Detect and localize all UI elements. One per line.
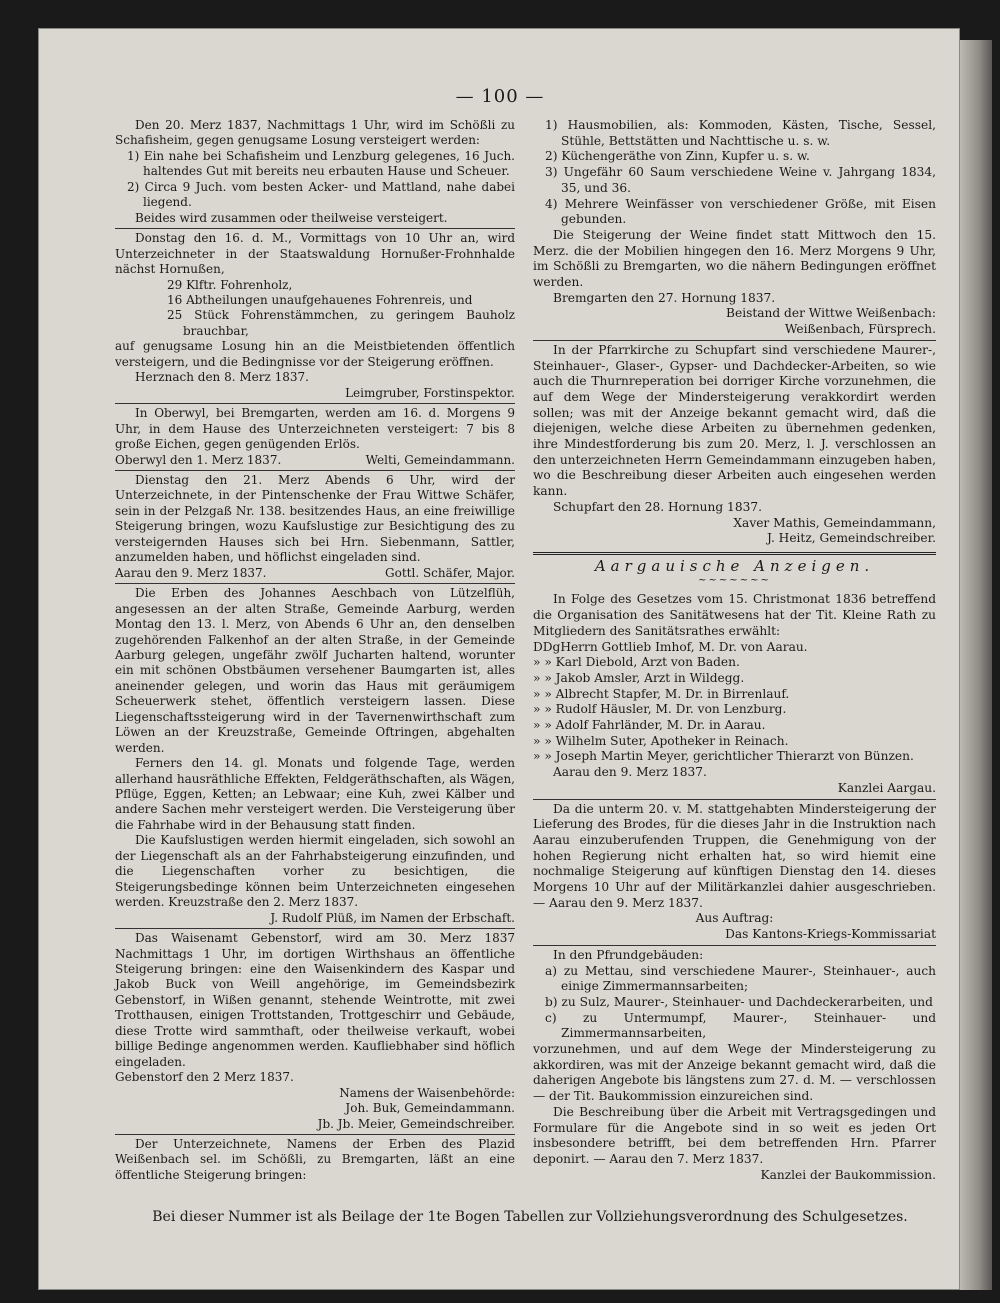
list-item: 1) Ein nahe bei Schafisheim und Lenzburg gelegenes, 16 Juch. haltendes Gut mit bereits neu erbauten Hause und Scheuer. bbox=[127, 148, 515, 179]
notice-signature: J. Rudolf Plüß, im Namen der Erbschaft. bbox=[270, 910, 515, 925]
notice-text: Ferners den 14. gl. Monats und folgende Tage, werden allerhand hausräthliche Effekten, Feldgeräthschaften, als Wägen, Pflüge, Eggen, Ketten; an Lebwaar; eine Kuh, zwei Kälber und andere Sachen mehr versteigert werden. Die Versteigerung über die Fahrhabe wird in der Behausung statt finden. bbox=[115, 756, 515, 832]
list-item: DDgHerrn Gottlieb Imhof, M. Dr. von Aarau. bbox=[533, 639, 808, 654]
notice-signature: Weißenbach, Fürsprech. bbox=[784, 322, 936, 337]
list-item: » » Wilhelm Suter, Apotheker in Reinach. bbox=[533, 733, 789, 748]
list-item: » » Albrecht Stapfer, M. Dr. in Birrenlauf. bbox=[533, 686, 790, 701]
notice-pfrund: In den Pfrundgebäuden: bbox=[553, 947, 704, 962]
list-item: » » Karl Diebold, Arzt von Baden. bbox=[533, 655, 740, 670]
notice-signature: Kanzlei Aargau. bbox=[837, 780, 936, 795]
notice-hornussen-items bbox=[155, 278, 515, 340]
notice-signature: Namens der Waisenbehörde: bbox=[339, 1085, 515, 1100]
divider bbox=[115, 228, 515, 229]
notice-text: Beides wird zusammen oder theilweise versteigert. bbox=[135, 210, 448, 225]
notice-schupfart: In der Pfarrkirche zu Schupfart sind verschiedene Maurer-, Steinhauer-, Glaser-, Gypser- und Dachdecker-Arbeiten, so wie auch die Thurnreperation bei dorriger Kirche vorzunehmen, die auf dem Wege der Mindersteigerung verakkordirt werden sollen; was mit der Anzeige bekannt gemacht wird, daß die diejenigen, welche diese Arbeiten zu übernehmen gedenken, ihre Mindestforderung bis zum 20. Merz, l. J. verschlossen an den unterzeichneten Herrn Gemeindammann einzugeben haben, wo die Beschreibung dieser Arbeiten auch eingesehen werden kann. bbox=[533, 342, 936, 499]
notice-signature: Gottl. Schäfer, Major. bbox=[385, 565, 515, 580]
notice-text: vorzunehmen, und auf dem Wege der Mindersteigerung zu akkordiren, was mit der Anzeige bekannt gemacht wird, daß die daherigen Angebote bis längstens zum 27. d. M. — verschlossen — der Tit. Baukommission einzureichen sind. bbox=[533, 1042, 936, 1104]
notice-place-date bbox=[115, 566, 515, 581]
divider bbox=[533, 945, 936, 946]
list-item: 1) Hausmobilien, als: Kommoden, Kästen, Tische, Sessel, Stühle, Bettstätten und Nachttische u. s. w. bbox=[545, 118, 936, 148]
list-item: 2) Küchengeräthe von Zinn, Kupfer u. s. w. bbox=[545, 149, 810, 164]
list-item: c) zu Untermumpf, Maurer-, Steinhauer- und Zimmermannsarbeiten, bbox=[545, 1010, 936, 1041]
notice-place-date: Schupfart den 28. Hornung 1837. bbox=[553, 499, 762, 514]
page-edge bbox=[960, 40, 992, 1290]
notice-text: Die Kaufslustigen werden hiermit eingeladen, sich sowohl an der Liegenschaft als an der Fahrhabsteigerung einzufinden, und die Liegenschaften vorher zu besichtigen, die Steigerungsbedinge können beim Unterzeichneten eingesehen werden. Kreuzstraße den 2. Merz 1837. bbox=[115, 833, 515, 910]
notice-signature: Kanzlei der Baukommission. bbox=[760, 1167, 936, 1182]
notice-gebenstorf: Das Waisenamt Gebenstorf, wird am 30. Merz 1837 Nachmittags 1 Uhr, im dortigen Wirthshaus an öffentliche Steigerung bringen: eine den Waisenkindern des Kaspar und Jakob Buck von Weill angehörige, im Gemeindsbezirk Gebenstorf, in Wißen genannt, stehende Weintrotte, mit zwei Trotthausen, einigen Trottstanden, Trottgeschirr und Gebäude, diese Trotte wird sammthaft, oder theilweise verkauft, wobei billige Bedinge angenommen werden. Kaufliebhaber sind höflich eingeladen. bbox=[115, 931, 515, 1069]
notice-text: Die Beschreibung über die Arbeit mit Vertragsgedingen und Formulare für die Angebote sind in so weit es jeden Ort insbesondere betrifft, bei dem betreffenden Hrn. Pfarrer deponirt. — Aarau den 7. Merz 1837. bbox=[533, 1104, 936, 1166]
notice-text: Die Steigerung der Weine findet statt Mittwoch den 15. Merz. die der Mobilien hingegen den 16. Merz Morgens 9 Uhr, im Schößli zu Bremgarten, wo die nähern Bedingungen eröffnet werden. bbox=[533, 227, 936, 290]
notice-schafisheim-items bbox=[115, 149, 515, 211]
member-list bbox=[533, 640, 936, 766]
notice-schafisheim: Den 20. Merz 1837, Nachmittags 1 Uhr, wird im Schößli zu Schafisheim, gegen genugsame Losung versteigert werden: bbox=[115, 118, 515, 148]
notice-signature: Beistand der Wittwe Weißenbach: bbox=[726, 306, 936, 321]
divider bbox=[115, 403, 515, 404]
notice-signature: Jb. Jb. Meier, Gemeindschreiber. bbox=[317, 1116, 515, 1131]
notice-place-date: Bremgarten den 27. Hornung 1837. bbox=[553, 290, 776, 305]
pfrund-items bbox=[533, 964, 936, 1043]
list-item: 29 Klftr. Fohrenholz, bbox=[167, 277, 293, 292]
list-item: 2) Circa 9 Juch. vom besten Acker- und Mattland, nahe dabei liegend. bbox=[127, 179, 515, 210]
page-number: — 100 — bbox=[455, 86, 545, 107]
notice-aarburg: Die Erben des Johannes Aeschbach von Lützelflüh, angesessen an der alten Straße, Gemeinde Aarburg, werden Montag den 13. l. Merz, von Abends 6 Uhr an, den denselben zugehörenden Falkenhof an der alten Straße, in der Gemeinde Aarburg gelegen, ungefähr zwölf Jucharten haltend, worunter ein mit schönen Obstbäumen versehener Baumgarten ist, alles aneinender gelegen, und worin das Haus mit geräumigem Scheuerwerk stehet, öffentlich versteigern lassen. Diese Liegenschaftssteigerung wird in der Tavernenwirthschaft zum Löwen an der Kreuzstraße, Gemeinde Oftringen, abgehalten werden. bbox=[115, 586, 515, 755]
notice-signature: Leimgruber, Forstinspektor. bbox=[345, 385, 515, 400]
notice-place-date: Herznach den 8. Merz 1837. bbox=[135, 370, 309, 385]
notice-signature: Aus Auftrag: bbox=[695, 911, 774, 926]
list-item: » » Joseph Martin Meyer, gerichtlicher Thierarzt von Bünzen. bbox=[533, 749, 914, 764]
divider bbox=[115, 583, 515, 584]
section-heading: Aargauische Anzeigen. bbox=[594, 556, 875, 575]
notice-place-date: Aarau den 9. Merz 1837. bbox=[553, 765, 707, 780]
notice-place-date bbox=[115, 453, 515, 468]
notice-signature: Welti, Gemeindammann. bbox=[365, 452, 515, 467]
section-divider bbox=[533, 552, 936, 555]
list-item: b) zu Sulz, Maurer-, Steinhauer- und Dachdeckerarbeiten, und bbox=[545, 994, 933, 1009]
notice-aarau-house: Dienstag den 21. Merz Abends 6 Uhr, wird der Unterzeichnete, in der Pintenschenke der Frau Wittwe Schäfer, sein in der Pelzgaß Nr. 138. besitzendes Haus, an eine freiwillige Steigerung bringen, wozu Kaufslustige zur Besichtigung des zu versteigernden Hauses sich bei Hrn. Siebenmann, Sattler, anzumelden haben, und höflichst eingeladen sind. bbox=[115, 472, 515, 565]
left-column bbox=[115, 118, 515, 1183]
list-item: » » Rudolf Häusler, M. Dr. von Lenzburg. bbox=[533, 702, 787, 717]
notice-signature: Xaver Mathis, Gemeindammann, bbox=[733, 515, 936, 530]
notice-bremgarten: Der Unterzeichnete, Namens der Erben des Plazid Weißenbach sel. im Schößli, zu Bremgarten, läßt an eine öffentliche Steigerung bringen: bbox=[115, 1137, 515, 1182]
place-date: Aarau den 9. Merz 1837. bbox=[115, 565, 267, 580]
list-item: » » Adolf Fahrländer, M. Dr. in Aarau. bbox=[533, 718, 766, 733]
divider bbox=[115, 1134, 515, 1135]
notice-bremgarten-items bbox=[533, 118, 936, 228]
footer-note: Bei dieser Nummer ist als Beilage der 1te Bogen Tabellen zur Vollziehungsverordnung des Schulgesetzes. bbox=[152, 1209, 908, 1225]
notice-signature: Das Kantons-Kriegs-Kommissariat bbox=[725, 927, 936, 942]
notice-text: auf genugsame Losung hin an die Meistbietenden öffentlich versteigern, und die Bedingnisse vor der Steigerung eröffnen. bbox=[115, 339, 515, 369]
list-item: 3) Ungefähr 60 Saum verschiedene Weine v. Jahrgang 1834, 35, und 36. bbox=[545, 165, 936, 195]
divider bbox=[533, 799, 936, 800]
notice-hornussen: Donstag den 16. d. M., Vormittags von 10 Uhr an, wird Unterzeichneter in der Staatswaldung Hornußer-Frohnhalde nächst Hornußen, bbox=[115, 231, 515, 277]
notice-sanitaetsrath: In Folge des Gesetzes vom 15. Christmonat 1836 betreffend die Organisation des Sanitätwesens hat der Tit. Kleine Rath zu Mitgliedern des Sanitätsrathes erwählt: bbox=[533, 592, 936, 638]
place-date: Oberwyl den 1. Merz 1837. bbox=[115, 452, 282, 467]
divider bbox=[115, 470, 515, 471]
notice-place-date: Gebenstorf den 2 Merz 1837. bbox=[115, 1070, 294, 1085]
list-item: a) zu Mettau, sind verschiedene Maurer-, Steinhauer-, auch einige Zimmermannsarbeiten; bbox=[545, 963, 936, 994]
divider bbox=[533, 340, 936, 341]
notice-signature: J. Heitz, Gemeindschreiber. bbox=[767, 531, 936, 546]
list-item: 4) Mehrere Weinfässer von verschiedener Größe, mit Eisen gebunden. bbox=[545, 196, 936, 227]
list-item: 25 Stück Fohrenstämmchen, zu geringem Bauholz brauchbar, bbox=[167, 308, 515, 338]
divider bbox=[115, 928, 515, 929]
notice-oberwyl: In Oberwyl, bei Bremgarten, werden am 16. d. Morgens 9 Uhr, in dem Hause des Unterzeichneten versteigert: 7 bis 8 große Eichen, gegen genügenden Erlös. bbox=[115, 406, 515, 452]
notice-signature: Joh. Buk, Gemeindammann. bbox=[345, 1101, 515, 1116]
ornament: ~~~~~~~ bbox=[698, 574, 771, 586]
list-item: » » Jakob Amsler, Arzt in Wildegg. bbox=[533, 670, 745, 685]
list-item: 16 Abtheilungen unaufgehauenes Fohrenreis, und bbox=[167, 292, 473, 307]
notice-brod: Da die unterm 20. v. M. stattgehabten Mindersteigerung der Lieferung des Brodes, für die dieses Jahr in die Instruktion nach Aarau einzuberufenden Truppen, die Genehmigung von der hohen Regierung nicht erhalten hat, so wird hiemit eine nochmalige Steigerung auf künftigen Dienstag den 14. dieses Morgens 10 Uhr auf der Militärkanzlei dahier ausgeschrieben. — Aarau den 9. Merz 1837. bbox=[533, 801, 936, 910]
right-column bbox=[533, 118, 936, 1183]
